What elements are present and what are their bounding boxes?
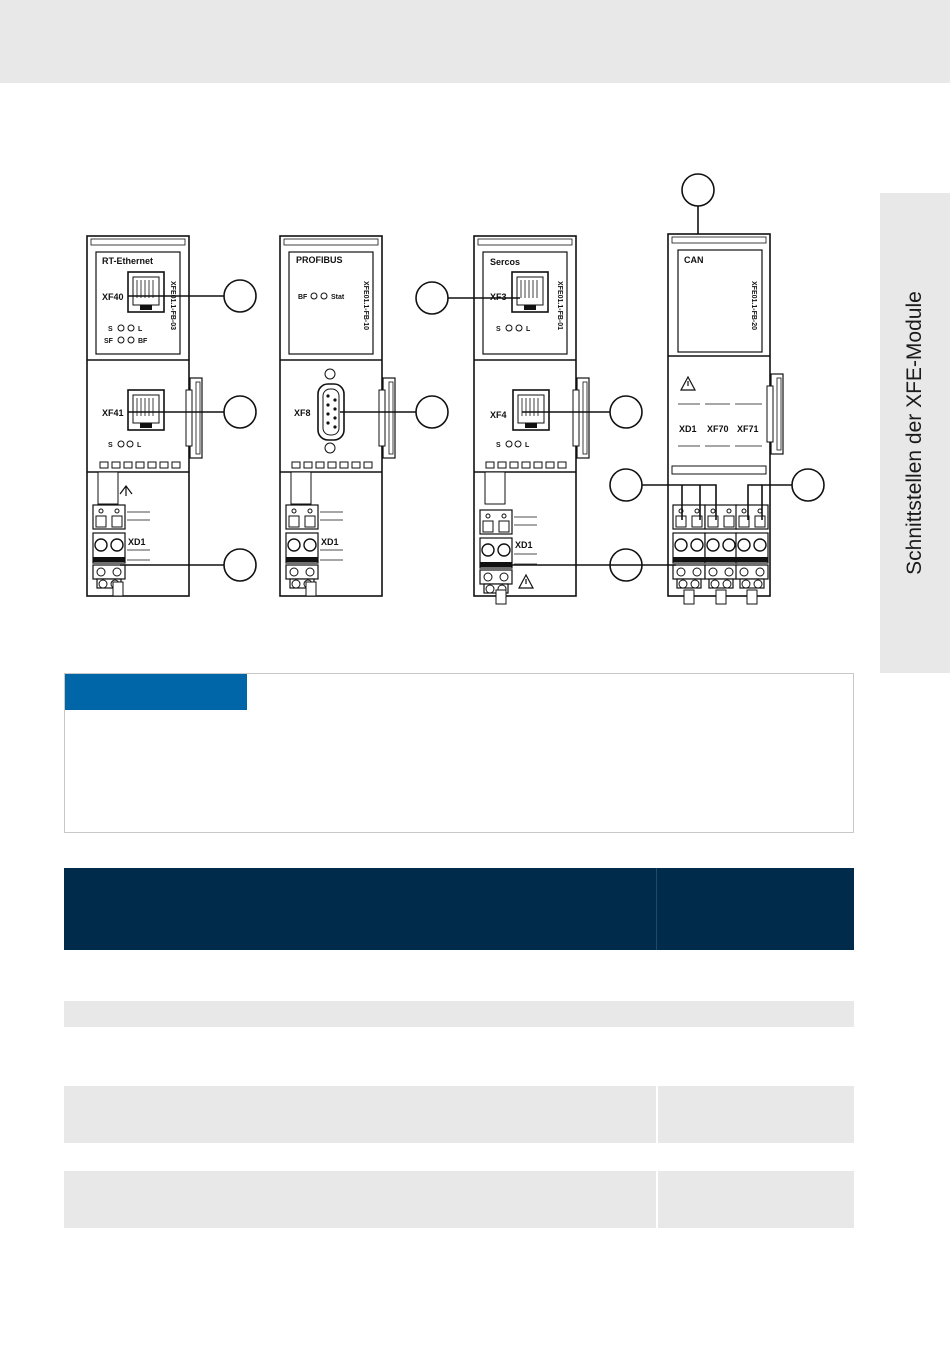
table-row-divider xyxy=(656,1086,658,1143)
table-row xyxy=(64,1086,854,1143)
side-tab-label: Schnittstellen der XFE-Module xyxy=(903,291,926,575)
led-label: Stat xyxy=(331,294,345,301)
led-label: SF xyxy=(104,338,113,345)
port-label-xf3: XF3 xyxy=(490,292,507,302)
led-label: L xyxy=(137,442,142,449)
callout-circle xyxy=(416,282,448,314)
module-title-rt-ethernet: RT-Ethernet xyxy=(102,256,154,266)
type-code-can: XFE01.1-FB-20 xyxy=(750,281,757,331)
led-label: L xyxy=(526,326,531,333)
type-code-profibus: XFE01.1-FB-10 xyxy=(362,281,369,331)
callout-circle xyxy=(610,469,642,501)
port-label-xf40: XF40 xyxy=(102,292,124,302)
table-row-divider xyxy=(656,1171,658,1228)
led-label: S xyxy=(496,442,501,449)
led-label: BF xyxy=(138,338,148,345)
power-label-xd1: XD1 xyxy=(515,540,533,550)
power-label-xd1: XD1 xyxy=(321,537,339,547)
module-title-can: CAN xyxy=(684,255,704,265)
table-row xyxy=(64,1171,854,1228)
led-label: L xyxy=(138,326,143,333)
port-label-xf8: XF8 xyxy=(294,408,311,418)
connector-label-xf71: XF71 xyxy=(737,424,759,434)
module-profibus xyxy=(280,236,395,596)
top-header-band xyxy=(0,0,950,83)
callout-circle xyxy=(610,396,642,428)
callout-circle xyxy=(224,280,256,312)
callout-circle xyxy=(682,174,714,206)
callout-circle xyxy=(416,396,448,428)
table-row xyxy=(64,1001,854,1027)
callout-circle xyxy=(224,396,256,428)
port-label-xf4: XF4 xyxy=(490,410,507,420)
module-title-sercos: Sercos xyxy=(490,257,521,267)
led-label: BF xyxy=(298,294,308,301)
led-label: L xyxy=(525,442,530,449)
connector-label-xd1: XD1 xyxy=(679,424,697,434)
note-box xyxy=(64,673,854,833)
callout-circle xyxy=(792,469,824,501)
type-code-rt-ethernet: XFE01.1-FB-03 xyxy=(169,281,176,331)
callout-circle xyxy=(224,549,256,581)
side-chapter-tab[interactable] xyxy=(880,193,950,673)
module-interfaces-figure xyxy=(0,170,880,620)
led-label: S xyxy=(496,326,501,333)
connector-label-xf70: XF70 xyxy=(707,424,729,434)
module-sercos xyxy=(474,236,589,604)
note-header-bar xyxy=(65,674,247,710)
table-header-divider xyxy=(656,868,657,950)
module-rt-ethernet xyxy=(87,236,202,596)
module-can xyxy=(668,234,783,604)
module-title-profibus: PROFIBUS xyxy=(296,255,343,265)
port-label-xf41: XF41 xyxy=(102,408,124,418)
led-label: S xyxy=(108,326,113,333)
type-code-sercos: XFE01.1-FB-01 xyxy=(556,281,563,331)
power-label-xd1: XD1 xyxy=(128,537,146,547)
led-label: S xyxy=(108,442,113,449)
table-header xyxy=(64,868,854,950)
